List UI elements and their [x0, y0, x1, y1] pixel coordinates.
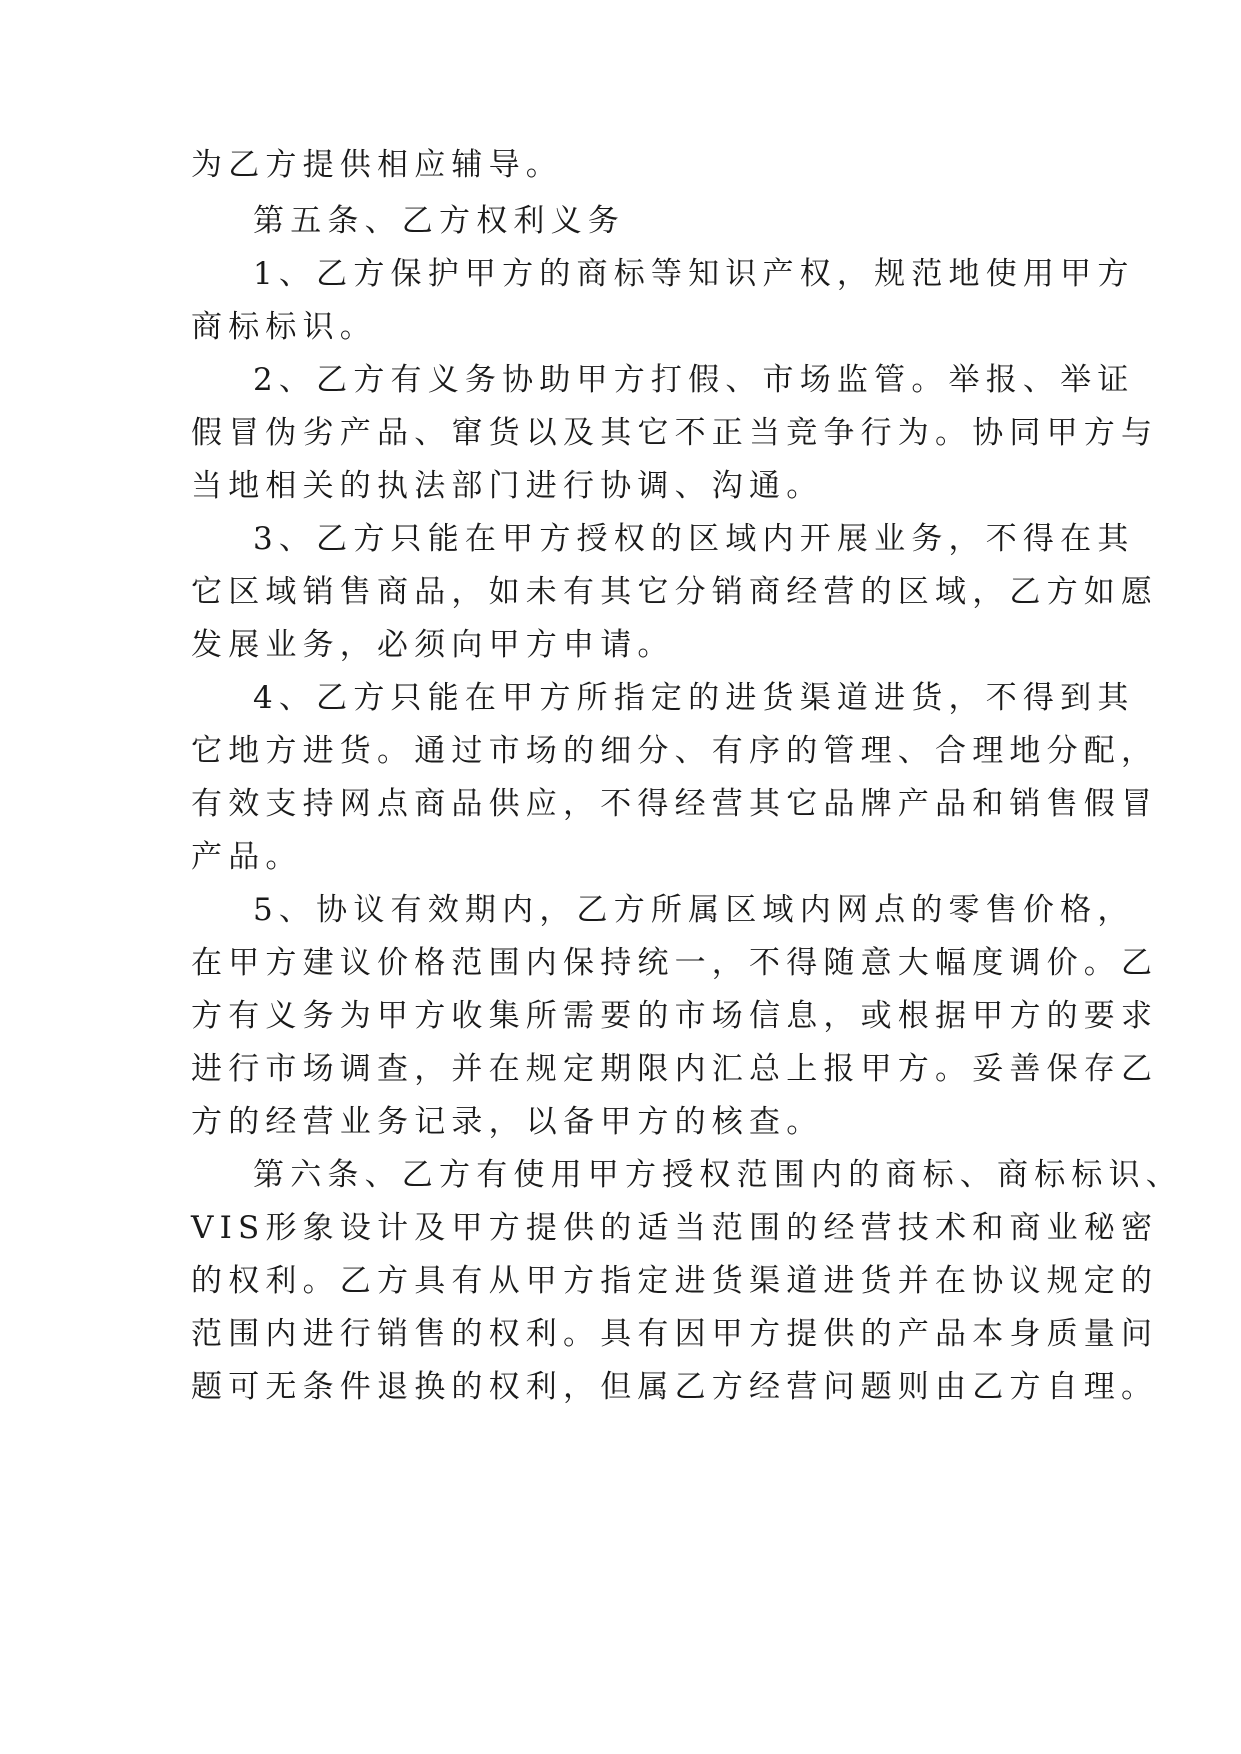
text-line: 进行市场调查，并在规定期限内汇总上报甲方。妥善保存乙 [191, 1051, 1159, 1087]
text-line: 的权利。乙方具有从甲方指定进货渠道进货并在协议规定的 [191, 1263, 1159, 1299]
text-line: 1、乙方保护甲方的商标等知识产权，规范地使用甲方 [253, 256, 1135, 292]
text-line: 当地相关的执法部门进行协调、沟通。 [191, 468, 824, 504]
text-line: 商标标识。 [191, 309, 377, 345]
text-line: 产品。 [191, 839, 303, 875]
text-line: 3、乙方只能在甲方授权的区域内开展业务，不得在其 [253, 521, 1135, 557]
text-line: 为乙方提供相应辅导。 [191, 147, 563, 183]
text-line: VIS形象设计及甲方提供的适当范围的经营技术和商业秘密 [191, 1210, 1159, 1246]
text-line: 2、乙方有义务协助甲方打假、市场监管。举报、举证 [253, 362, 1135, 398]
text-line: 它地方进货。通过市场的细分、有序的管理、合理地分配， [191, 733, 1159, 769]
text-line: 5、协议有效期内，乙方所属区域内网点的零售价格， [253, 892, 1135, 928]
text-line: 它区域销售商品，如未有其它分销商经营的区域，乙方如愿 [191, 574, 1159, 610]
text-line: 4、乙方只能在甲方所指定的进货渠道进货，不得到其 [253, 680, 1135, 716]
section-heading: 第六条、乙方有使用甲方授权范围内的商标、商标标识、 [253, 1157, 1183, 1193]
text-line: 方的经营业务记录，以备甲方的核查。 [191, 1104, 824, 1140]
text-line: 范围内进行销售的权利。具有因甲方提供的产品本身质量问 [191, 1316, 1159, 1352]
text-line: 在甲方建议价格范围内保持统一，不得随意大幅度调价。乙 [191, 945, 1159, 981]
text-line: 假冒伪劣产品、窜货以及其它不正当竞争行为。协同甲方与 [191, 415, 1159, 451]
text-line: 题可无条件退换的权利，但属乙方经营问题则由乙方自理。 [191, 1369, 1159, 1405]
text-line: 有效支持网点商品供应，不得经营其它品牌产品和销售假冒 [191, 786, 1159, 822]
section-heading: 第五条、乙方权利义务 [253, 203, 625, 239]
text-line: 发展业务，必须向甲方申请。 [191, 627, 675, 663]
text-line: 方有义务为甲方收集所需要的市场信息，或根据甲方的要求 [191, 998, 1159, 1034]
